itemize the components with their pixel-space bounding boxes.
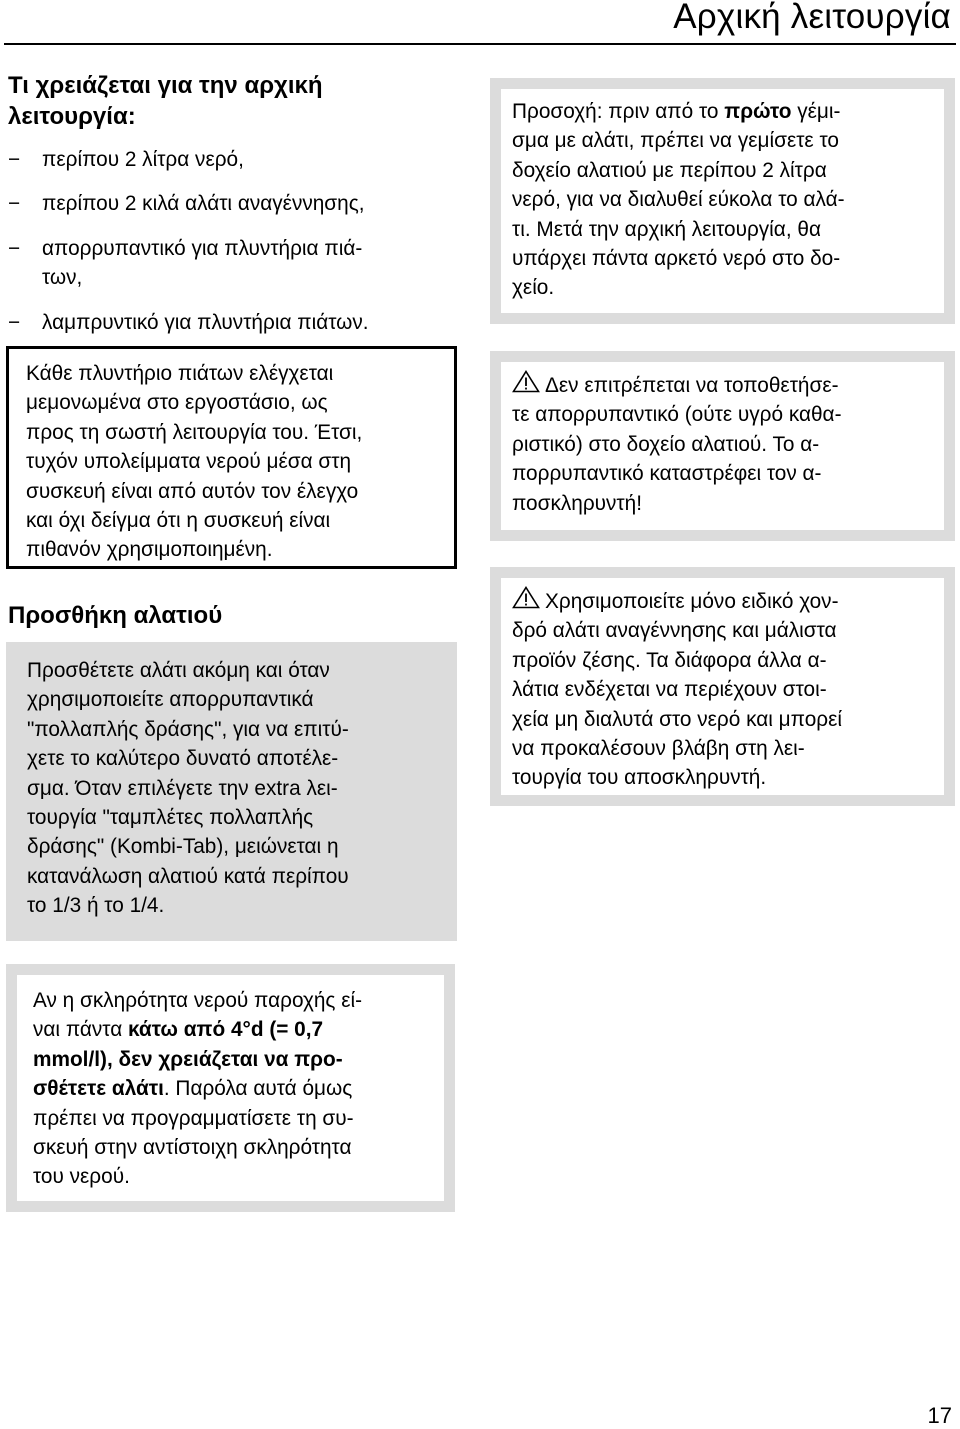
text-line: χείο. bbox=[512, 276, 555, 300]
list-item bbox=[8, 145, 468, 174]
text-line: υπάρχει πάντα αρκετό νερό στο δο- bbox=[512, 247, 841, 271]
text-line: Προσθέτετε αλάτι ακόμη και όταν bbox=[27, 659, 330, 682]
text-line: τυχόν υπολείμματα νερού μέσα στη bbox=[26, 450, 352, 474]
list-item bbox=[8, 234, 468, 293]
water-hardness-text bbox=[33, 986, 444, 1192]
text-line: Αν η σκληρότητα νερού παροχής εί- bbox=[33, 989, 363, 1012]
page-header-title: Αρχική λειτουργία bbox=[673, 0, 951, 36]
warning-triangle-icon bbox=[512, 370, 540, 393]
text-line: Κάθε πλυντήριο πιάτων ελέγχεται bbox=[26, 362, 334, 385]
list-item bbox=[8, 189, 468, 218]
text-line: το 1/3 ή το 1/4. bbox=[27, 894, 165, 918]
text-line: ναι πάντα bbox=[33, 1018, 129, 1042]
detergent-warning bbox=[490, 351, 955, 541]
list-item bbox=[8, 308, 468, 337]
text-line: και όχι δείγμα ότι η συσκευή είναι bbox=[26, 509, 331, 533]
text-line: προϊόν ζέσης. Τα διάφορα άλλα α- bbox=[512, 648, 827, 672]
attention-note bbox=[490, 78, 955, 324]
list-dash: − bbox=[8, 310, 21, 334]
list-item-line: των, bbox=[42, 266, 83, 290]
text-line: Δεν επιτρέπεται να τοποθετήσε- bbox=[545, 374, 839, 397]
salt-type-warning bbox=[490, 567, 955, 806]
text-line: να προκαλέσουν βλάβη στη λει- bbox=[512, 737, 805, 761]
text-line: ριστικό) στο δοχείο αλατιού. Το α- bbox=[512, 432, 820, 456]
text-line: πρέπει να προγραμματίσετε τη συ- bbox=[33, 1106, 354, 1130]
text-line: κατανάλωση αλατιού κατά περίπου bbox=[27, 864, 349, 888]
list-item-text bbox=[42, 234, 362, 293]
text-line: σμα. Όταν επιλέγετε την extra λει- bbox=[27, 776, 338, 800]
text-line: "πολλαπλής δράσης", για να επιτύ- bbox=[27, 717, 349, 741]
water-hardness-note bbox=[6, 964, 455, 1212]
warning-triangle-icon bbox=[512, 586, 540, 609]
text-line: δοχείο αλατιού με περίπου 2 λίτρα bbox=[512, 158, 827, 182]
text-line: σκευή στην αντίστοιχη σκληρότητα bbox=[33, 1136, 352, 1160]
text-line: του νερού. bbox=[33, 1165, 130, 1189]
salt-type-warning-body bbox=[501, 578, 944, 795]
text-line: τουργία "ταμπλέτες πολλαπλής bbox=[27, 806, 314, 830]
text-line: γέμι- bbox=[791, 100, 841, 123]
text-line: τε απορρυπαντικό (ούτε υγρό καθα- bbox=[512, 403, 842, 427]
text-line: χετε το καλύτερο δυνατό αποτέλε- bbox=[27, 747, 339, 771]
list-dash: − bbox=[8, 192, 21, 216]
text-line: μεμονωμένα στο εργοστάσιο, ως bbox=[26, 391, 328, 415]
text-line: πορρυπαντικό καταστρέφει τον α- bbox=[512, 462, 822, 486]
header-divider bbox=[4, 43, 956, 45]
attention-text bbox=[512, 97, 944, 303]
text-line: Χρησιμοποιείτε μόνο ειδικό χον- bbox=[545, 590, 839, 613]
text-line: δρό αλάτι αναγέννησης και μάλιστα bbox=[512, 619, 837, 643]
attention-note-body bbox=[501, 89, 944, 313]
text-line: τι. Μετά την αρχική λειτουργία, θα bbox=[512, 217, 821, 241]
detergent-warning-body bbox=[501, 362, 944, 530]
text-line: τουργία του αποσκληρυντή. bbox=[512, 766, 767, 790]
factory-test-text bbox=[26, 359, 454, 565]
salt-info-box bbox=[6, 642, 457, 941]
list-dash: − bbox=[8, 148, 21, 171]
text-line: χεία μη διαλυτά στο νερό και μπορεί bbox=[512, 707, 842, 731]
page-number: 17 bbox=[927, 1403, 952, 1428]
text-line: ποσκληρυντή! bbox=[512, 491, 642, 515]
text-line: δράσης" (Kombi-Tab), μειώνεται η bbox=[27, 835, 339, 859]
factory-test-note bbox=[6, 346, 457, 569]
list-item-text: περίπου 2 κιλά αλάτι αναγέννησης, bbox=[42, 192, 365, 216]
emphasis-text: σθέτετε αλάτι bbox=[33, 1077, 164, 1101]
text-line: χρησιμοποιείτε απορρυπαντικά bbox=[27, 688, 314, 712]
section-title: Προσθήκη αλατιού bbox=[8, 602, 223, 629]
text-line: Προσοχή: πριν από το bbox=[512, 100, 725, 123]
list-item-line: απορρυπαντικό για πλυντήρια πιά- bbox=[42, 236, 363, 260]
water-hardness-note-body bbox=[17, 975, 444, 1201]
emphasis-text: κάτω από 4°d (= 0,7 bbox=[128, 1018, 324, 1042]
salt-type-warning-text bbox=[512, 586, 944, 793]
salt-info-text bbox=[27, 656, 447, 921]
detergent-warning-text bbox=[512, 370, 944, 518]
list-dash: − bbox=[8, 236, 21, 260]
text-line: νερό, για να διαλυθεί εύκολα το αλά- bbox=[512, 188, 845, 212]
text-line: προς τη σωστή λειτουργία του. Έτσι, bbox=[26, 420, 363, 444]
text-line: . Παρόλα αυτά όμως bbox=[163, 1077, 353, 1101]
text-line: συσκευή είναι από αυτόν τον έλεγχο bbox=[26, 479, 359, 503]
text-line: πιθανόν χρησιμοποιημένη. bbox=[26, 538, 273, 562]
text-line: σμα με αλάτι, πρέπει να γεμίσετε το bbox=[512, 129, 839, 153]
emphasis-text: mmol/l), δεν χρειάζεται να προ- bbox=[33, 1047, 343, 1071]
list-item-text: λαμπρυντικό για πλυντήρια πιάτων. bbox=[42, 310, 369, 334]
text-line: λάτια ενδέχεται να περιέχουν στοι- bbox=[512, 678, 827, 702]
requirements-list bbox=[8, 145, 468, 337]
intro-title: Τι χρειάζεται για την αρχική λειτουργία: bbox=[8, 72, 323, 130]
emphasis-text: πρώτο bbox=[724, 100, 792, 123]
list-item-text: περίπου 2 λίτρα νερό, bbox=[42, 148, 244, 171]
